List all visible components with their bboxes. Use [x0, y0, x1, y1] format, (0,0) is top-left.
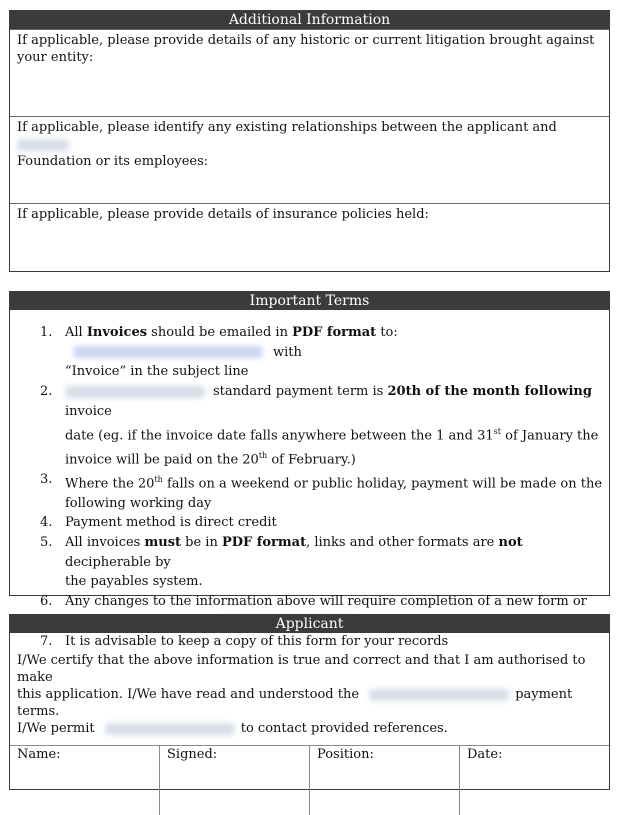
- date-field[interactable]: [459, 746, 609, 815]
- term-item-2: 2. standard payment term is 20th of the month following invoice date (eg. if the invoice date falls anywhere between the 1 and 31st of January the invoice will be paid on the 20th of February.): [40, 384, 599, 467]
- name-label: Name:: [17, 747, 61, 762]
- additional-information-section: [9, 10, 610, 272]
- litigation-label: If applicable, please provide details of any historic or current litigation brought against your entity:: [17, 33, 595, 65]
- position-field[interactable]: [309, 746, 459, 815]
- redacted-organisation: [369, 689, 509, 701]
- applicant-header: Applicant: [10, 615, 609, 633]
- signed-label: Signed:: [167, 747, 218, 762]
- position-label: Position:: [317, 747, 374, 762]
- term-item-6: 6. Any changes to the information above will require completion of a new form or: [10, 592, 609, 631]
- redacted-organisation: [65, 386, 205, 398]
- insurance-label: If applicable, please provide details of insurance policies held:: [17, 207, 429, 222]
- litigation-field[interactable]: [10, 29, 609, 116]
- redacted-organisation: [105, 723, 235, 735]
- applicant-section: [9, 614, 610, 790]
- relationships-label-cont: Foundation or its employees:: [17, 154, 209, 169]
- terms-list: [10, 310, 609, 651]
- signed-field[interactable]: [159, 746, 309, 815]
- redacted-email: [73, 346, 263, 358]
- redacted-organisation: [17, 139, 69, 151]
- name-field[interactable]: [10, 746, 159, 815]
- term-item-3: 3. Where the 20th falls on a weekend or public holiday, payment will be made on the following working day: [40, 471, 603, 511]
- signature-grid: [10, 745, 609, 815]
- additional-information-header: Additional Information: [10, 11, 609, 29]
- term-item-4: 4. Payment method is direct credit: [40, 515, 277, 531]
- relationships-label: If applicable, please identify any existing relationships between the applicant and: [17, 120, 557, 135]
- term-item-7: 7. It is advisable to keep a copy of this form for your records: [40, 633, 449, 649]
- applicant-declaration: I/We certify that the above information is true and correct and that I am authorised to make this application. I/We have read and understood the payment terms. I/We permit to contact provided references.: [17, 653, 586, 736]
- term-item-1: 1. All Invoices should be emailed in PDF format to: with “Invoice” in the subject line: [40, 325, 398, 380]
- insurance-field[interactable]: [10, 203, 609, 271]
- important-terms-header: Important Terms: [10, 292, 609, 310]
- relationships-field[interactable]: [10, 116, 609, 203]
- date-label: Date:: [467, 747, 503, 762]
- term-item-5: 5. All invoices must be in PDF format, links and other formats are not decipherable by the payables system.: [40, 535, 523, 590]
